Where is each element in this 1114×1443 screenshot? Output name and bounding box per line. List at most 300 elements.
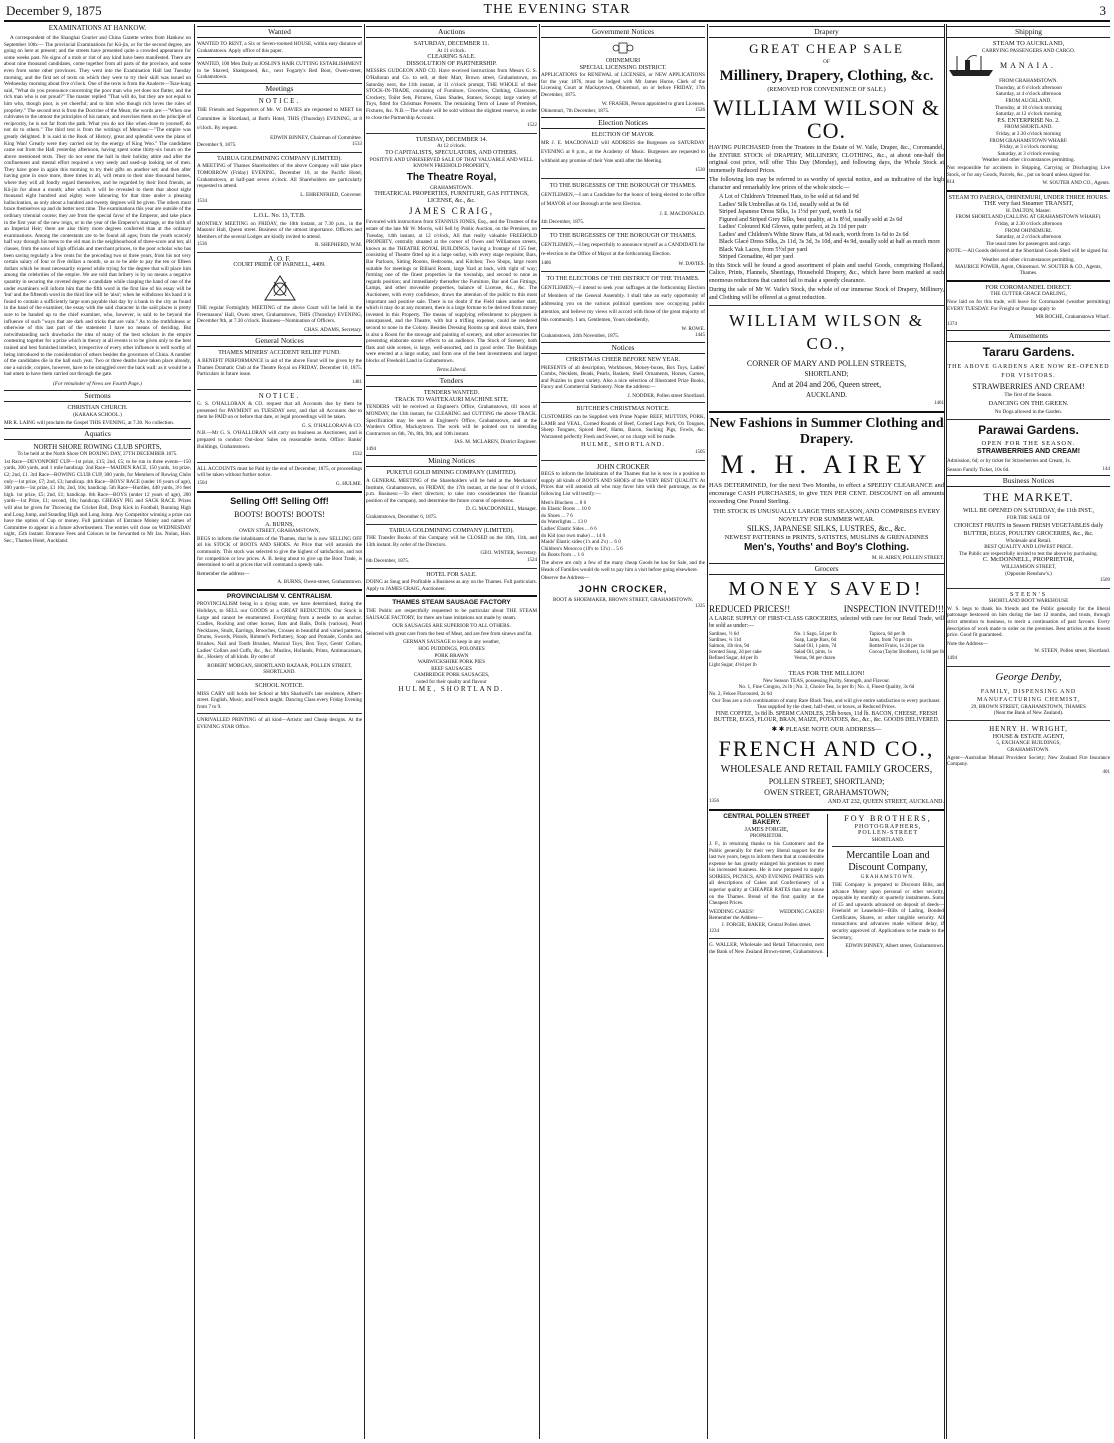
ad-body: Now laid on for this trade, will leave for Coromandel (weather permitting) EVERY TUESDAY. For Freight or Passage apply to xyxy=(947,299,1110,312)
price-list xyxy=(541,500,705,559)
ad-headline: WILLIAM WILSON & CO. xyxy=(713,95,940,144)
ad-title: DISSOLUTION OF PARTNERSHIP. xyxy=(406,60,497,67)
list-item: Striped Japanese Dress Silks, 1s 1½d per yard, worth 1s 6d xyxy=(719,209,861,216)
ad-subtitle: PHOTOGRAPHERS, xyxy=(854,823,922,830)
ad-address: And at 204 and 206, Queen street, xyxy=(771,380,882,390)
ad-title: L.O.L. No. 13, T.T.B. xyxy=(253,212,306,219)
ad-headline: MONEY SAVED! xyxy=(728,578,925,601)
ad-address: AUCKLAND. xyxy=(805,391,848,400)
ad-body: Agent—Australian Mutual Provident Society; New Zealand Fire Insurance Company. xyxy=(947,754,1110,768)
ad-body: No. 1, Fine Congou, 2s lb | No. 3, Choice Tea, 3s per lb | No. 4, Finest Quality, 3s 6d xyxy=(738,684,915,691)
ad-number: 1505 xyxy=(695,450,705,456)
ad-signature: L. EHRENFRIED, Convener. xyxy=(300,191,362,198)
ad-number: 1494 xyxy=(947,656,957,662)
ad-number: 1534 xyxy=(197,199,207,205)
list-item: do Elastic Boots ... 10 0 xyxy=(541,506,591,513)
schedule-list xyxy=(947,124,1110,157)
ad-body: During the sale of Mr W. Vaile's Stock, the whole of our immense Stock of Drapery, Millinery, and Clothing will be offered at a great reduction. xyxy=(709,287,944,301)
ad-body: MISS CARY still holds her School at Mrs Shadwell's late residence, Albert-street. English, Music, and French taught. Dancing Class every Friday Evening from 7 to 9. xyxy=(197,690,362,710)
ad-title: STEAM TO PAEROA, OHINEMURI, UNDER THREE HOURS. xyxy=(948,194,1109,201)
column-news xyxy=(4,24,191,1439)
ad-signature: W. SOUTER AND CO., Agents. xyxy=(1042,180,1110,187)
ad-address: (Near the Bank of New Zealand). xyxy=(993,710,1064,717)
list-item: Vestas, 9d per dozen xyxy=(794,656,836,662)
list-item: Salad Oil, 1 pints, 7d xyxy=(794,643,837,649)
section-heading-drapery: Drapery xyxy=(709,26,944,38)
ad-body: CUSTOMERS can be Supplied with Prime Napier BEEF, MUTTON, PORK, LAMB and VEAL, Corned Rounds of Beef, Corned Legs Pork, Ox Tongues, Sheep Tongues, Spiced Beef, Hams, Bacon, Sucking Pigs, Fowls, &c. Warranted perfectly Fresh and Sweet, or no charge will be made. xyxy=(541,414,705,440)
list-item: FROM AUCKLAND. xyxy=(1005,97,1052,104)
ad-address: OWEN STREET, GRAHAMSTOWN; xyxy=(764,787,889,797)
ad-body: MESSRS GUDGEON AND CO. Have received instructions from Messrs G. S. O'Halloran and Co. to sell, at their Mart, Brown street, Grahamstown, on Saturday next, the 11th instant, at 11 o'clock prompt, THE WHOLE of their STOCK-IN-TRADE, consisting of Furniture, Groceries, Clothing, Glassware, Crockery, Toilet Sets, Pictures, Glass Shades, Statues, Scoops; large variety of Toys, fitted for Christmas Presents. The remaining Term of Lease of Premises, Fixtures, &c. N.B.—The whole will be sold without the slightest reserve, in order to close the Partnership Account. xyxy=(366,68,537,121)
ad-number: 1530 xyxy=(695,168,705,174)
divider xyxy=(709,305,944,306)
ad-note: noted for their quality and flavour xyxy=(416,678,487,685)
ad-subtitle: (REMOVED FOR CONVENIENCE OF SALE.) xyxy=(767,86,886,93)
ad-signature: W. FRASER, Person appointed to grant Licenses. xyxy=(601,100,705,107)
ad-body: HAS DETERMINED, for the next Two Months, to effect a SPEEDY CLEARANCE and encourage CASH PURCHASES, to give TEN PER CENT. DISCOUNT on all amounts exceeding One Pound Sterling. xyxy=(709,481,944,505)
ad-date: Ohinemuri, 7th December, 1875. xyxy=(541,108,610,115)
section-heading-tenders: Tenders xyxy=(366,375,537,387)
ad-body: THE Public are respectfully requested to be particular about THE STEAM SAUSAGE FACTORY, for there are base imitations not made by steam. xyxy=(366,607,537,621)
ad-body: BEGS to inform the Inhabitants of the Thames that he is now in a position to supply all kinds of BOOTS AND SHOES of the VERY BEST QUALITY. At Prices that will astonish all who may favor him with their patronage, as the following List will testify:— xyxy=(541,471,705,497)
ad-number: 814 xyxy=(947,180,955,186)
column-rule xyxy=(364,24,365,1439)
list-item: Sardines, ¼ 11d xyxy=(709,637,742,643)
list-item: Cocoa (Taylor Brothers), 1s 8d per lb xyxy=(869,650,944,656)
section-heading-aquatics: Aquatics xyxy=(4,428,191,440)
ad-body: DOING as Snug and Profitable a Business as any on the Thames. Full particulars. Apply to JAMES CRAIG, Auctioneer. xyxy=(366,579,537,592)
ad-number: 1356 xyxy=(709,798,719,804)
ad-body: APPLICATIONS for RENEWAL of LICENSES, or NEW APPLICATIONS for the year 1876, must be lodged with Mr James Horne, Clerk of the Licensing Court at Mackaytown, Ohinemuri, on or before FRIDAY, 17th December, 1875. xyxy=(541,72,705,98)
ad-number: 1461 xyxy=(934,401,944,407)
column-drapery-grocers xyxy=(709,24,944,1439)
column-auctions xyxy=(366,24,537,1439)
ad-title: PUKETUI GOLD MINING COMPANY (LIMITED). xyxy=(386,470,517,477)
ad-body: GENTLEMEN,—I intend to seek your suffrages at the forthcoming Election of Members of the General Assembly. I shall take an early opportunity of addressing you on the various political questions now occupying public attention, and believe my views will accord with those of the great majority of this community. I am, Gentlemen, Yours obediently, xyxy=(541,284,705,323)
ad-title: PROVINCIALISM V. CENTRALISM. xyxy=(226,592,333,600)
list-item: do Kid (our own make) ... 14 0 xyxy=(541,532,606,539)
ad-number: 1481 xyxy=(352,379,362,385)
ad-headline: THE MARKET. xyxy=(983,490,1074,505)
list-item: CAMBRIDGE PORK SAUSAGES, xyxy=(413,672,490,679)
ship-name: MANAIA. xyxy=(1000,60,1056,70)
ad-title: TAIRUA GOLDMINING COMPANY (LIMITED). xyxy=(217,155,342,162)
list-item: Sardines, ½ 6d xyxy=(709,631,739,637)
list-item: Bottled Fruits, 1s 2d per tin xyxy=(869,643,925,649)
list-item: Ladies' and Children's White Straw Hats, at 9d each, worth from 1s 6d to 2s 6d xyxy=(719,231,909,238)
list-item: Maids' Elastic sides (1's and 2's) ... 6 0 xyxy=(541,539,621,546)
ad-body: Friday, at 2.30 o'clock afternoon xyxy=(994,221,1063,228)
list-item: Saturday, at 4 o'clock afternoon xyxy=(995,91,1062,98)
ad-body: UNRIVALLED PRINTING of all kind—Artistic and Cheap designs. At the EVENING STAR Office. xyxy=(197,717,362,730)
section-heading-auctions: Auctions xyxy=(366,26,537,38)
ad-number: 1445 xyxy=(695,333,705,339)
section-heading-meetings: Meetings xyxy=(197,83,362,95)
list-item: Children's Morocco (10's to 13's) ... 5 6 xyxy=(541,545,623,552)
divider xyxy=(366,524,537,525)
ad-body: The first of the Season. xyxy=(1004,392,1053,399)
newspaper-title: THE EVENING STAR xyxy=(483,2,631,17)
ad-address: GRAHAMSTOWN. xyxy=(1007,747,1050,753)
ad-body: STRAWBERRIES AND CREAM! xyxy=(972,382,1085,392)
ad-address: AND AT 232, QUEEN STREET, AUCKLAND. xyxy=(827,798,944,805)
divider xyxy=(947,720,1110,721)
section-heading-business: Business Notices xyxy=(947,475,1110,487)
section-heading-notices: Notices xyxy=(541,342,705,354)
ad-body: WANTED TO RENT, a Six or Seven-roomed HOUSE, within easy distance of Grahamstown. Apply office of this paper. xyxy=(197,41,362,54)
ad-headline: GREAT CHEAP SALE xyxy=(749,41,904,56)
ad-title: STEEN'S xyxy=(1009,591,1048,598)
steamship-icon xyxy=(947,54,997,78)
ad-number: 1325 xyxy=(695,604,705,610)
ad-subtitle: POSITIVE AND UNRESERVED SALE OF THAT VALUABLE AND WELL KNOWN FREEHOLD PROPERTY, xyxy=(369,156,534,170)
ad-body: OPEN FOR THE SEASON. xyxy=(981,439,1076,447)
ad-date: December 9, 1875. xyxy=(197,142,237,149)
ship-name: P.S. ENTERPRISE No. 2. xyxy=(997,117,1060,124)
asterisk-icon: ✱ ✱ xyxy=(771,725,786,733)
ad-number: 401 xyxy=(1102,769,1110,775)
ad-title: NORTH SHORE ROWING CLUB SPORTS, xyxy=(33,443,162,452)
ad-body: WILL BE OPENED ON SATURDAY, the 11th INST., xyxy=(962,508,1095,515)
section-heading-sermons: Sermons xyxy=(4,390,191,402)
ad-body: New Season TEAS, possessing Purity, Strength, and Flavour. xyxy=(762,677,891,684)
ad-address: 29, BROWN STREET, GRAHAMSTOWN, THAMES xyxy=(971,703,1086,710)
product-list xyxy=(366,639,537,679)
ad-headline: Parawai Gardens. xyxy=(978,422,1079,437)
list-item: GERMAN SAUSAGE to keep in any weather, xyxy=(402,639,501,646)
ad-body: Our Teas are a rich combination of many Rare Black Teas, and will give entire satisfaction to every purchaser. xyxy=(712,697,941,704)
divider xyxy=(832,846,944,847)
ad-subtitle: THEATRICAL PROPERTIES, FURNITURE, GAS FITTINGS, LICENSE, &c., &c. xyxy=(374,191,529,204)
ad-number: 1524 xyxy=(527,558,537,563)
ad-subtitle: A. BURNS, xyxy=(265,521,294,528)
ad-number: 1504 xyxy=(197,480,207,486)
list-item: No. 1 Sago, 5d per lb xyxy=(794,631,837,637)
list-item: do Boots from ... 1 6 xyxy=(541,552,584,559)
ad-signature: W. DAVIES. xyxy=(678,261,705,268)
ad-subtitle: WHOLESALE AND RETAIL FAMILY GROCERS, xyxy=(720,763,933,775)
ad-subtitle: SHORTLAND. xyxy=(871,836,905,843)
list-item: Scented Soap, 2d per cake xyxy=(709,650,762,656)
news-headline: EXAMINATIONS AT HANKOW. xyxy=(48,24,147,32)
ad-signature: G. HULME. xyxy=(335,480,362,487)
ad-note-text: PLEASE NOTE OUR ADDRESS— xyxy=(785,725,882,733)
ad-note xyxy=(709,727,944,734)
ad-signature: HULME, SHORTLAND. xyxy=(581,441,665,449)
ad-signature: EDWIN BINNEY, Chairman of Committee. xyxy=(270,134,362,141)
price-grid xyxy=(709,632,944,669)
ad-subtitle: REDUCED PRICES!! xyxy=(709,604,791,615)
ad-body: WANTED, 100 Men Daily at JOSLIN'S HAIR CUTTING ESTABLISHMENT to be Shaved, Shampooed, &c., next Fogarty's Red Boot, Owen-street, Grahamstown. xyxy=(197,61,362,81)
ad-body: Saturday, at 2 o'clock afternoon xyxy=(995,234,1062,241)
ad-body: FROM OHINEMURI. xyxy=(1005,227,1052,234)
ad-title: TO THE BURGESSES OF THE BOROUGH OF THAMES. xyxy=(549,182,697,189)
ad-number: 1522 xyxy=(527,123,537,129)
ad-title: Selling Off! Selling Off! xyxy=(230,495,329,506)
ad-subtitle: POLLEN-STREET xyxy=(858,830,918,837)
ad-body: G. WALLER, Wholesale and Retail Tobacconist, next the Bank of New Zealand Brown-street, Grahamstown. xyxy=(709,942,824,955)
schedule-list xyxy=(947,78,1110,118)
list-item: Ladies' Elastic Sides ... 6 6 xyxy=(541,525,597,532)
ad-title: TENDERS WANTED. xyxy=(423,390,480,397)
ad-number: 1486 xyxy=(541,261,551,267)
ad-headline: FRENCH AND CO., xyxy=(718,735,935,761)
section-heading-government: Government Notices xyxy=(541,26,705,38)
divider xyxy=(947,190,1110,192)
ad-note: Weather and other circumstances permitting. xyxy=(982,257,1075,264)
ad-body: Selected with great care from the best of Meat, and are free from sinews and fat. xyxy=(366,630,533,637)
divider xyxy=(947,588,1110,589)
ad-title: TEAS FOR THE MILLION! xyxy=(788,669,865,677)
ad-title: ELECTION OF MAYOR. xyxy=(591,131,655,138)
ad-body: STRAWBERRIES AND CREAM! xyxy=(976,448,1081,456)
ad-signature: MAURICE POWER, Agent, Ohinemuri. W. SOUTER & CO., Agents, Thames. xyxy=(955,263,1102,277)
ad-subtitle: OF xyxy=(823,59,830,65)
ad-subtitle: OWEN STREET, GRAHAMSTOWN, xyxy=(239,528,320,535)
divider xyxy=(541,271,705,272)
ad-body: The Public are respectfully invited to test the above by purchasing. xyxy=(959,550,1098,557)
list-item: do Waterlights ... 13 0 xyxy=(541,519,587,526)
ad-headline: George Denby, xyxy=(995,670,1062,683)
column-notices xyxy=(197,24,362,1439)
ad-body: Men's, Youths' and Boy's Clothing. xyxy=(743,541,910,553)
ad-subtitle: PROPRIETOR. xyxy=(750,833,783,840)
ad-signature: J. FORGIE, BAKER, Central Pollen street. xyxy=(721,922,812,929)
list-item: FROM SHORTLAND. xyxy=(1004,124,1053,131)
ad-note: WEDDING CAKES! xyxy=(709,908,754,915)
ad-number: 1374 xyxy=(947,321,957,327)
ad-title: TO THE ELECTORS OF THE DISTRICT OF THE THAMES. xyxy=(546,275,700,282)
section-heading-shipping: Shipping xyxy=(947,26,1110,38)
ad-body: G. S. O'HALLORAN & CO. request that all Accounts due by them be presented for PAYMENT on TUESDAY next, and that all Accounts due to them be PAID on or before that date, or legal proceedings will be taken. xyxy=(197,401,362,421)
ad-body: A BENEFIT PERFORMANCE in aid of the above Fund will be given by the Thames Dramatic Club at the Theatre Royal on FRIDAY, December 10, 1875. Particulars in future issue. xyxy=(197,358,362,378)
ad-title: FOR COROMANDEL DIRECT. xyxy=(985,283,1072,291)
ad-body: Not responsible for accidents in Shipping, Carrying or Discharging Live Stock, or for any Goods, Parcels, &c., put on board unless signed for. xyxy=(947,164,1110,178)
ad-body: MR J. E. MACDONALD will ADDRESS the Burgesses on SATURDAY EVENING at 8 p.m., at the Academy of Music. Burgesses are requested to withhold any promise of their Vote until after the Meeting. xyxy=(541,140,705,165)
section-heading-wanted: Wanted xyxy=(197,26,362,38)
ad-body: SILKS, JAPANESE SILKS, LUSTRES, &c., &c. xyxy=(746,523,907,533)
masthead-rule xyxy=(4,20,1110,22)
ad-note: Observe the Address— xyxy=(541,575,590,582)
list-item: Ladies' Coloured Kid Gloves, quite perfect, at 2s 11d per pair xyxy=(719,224,867,231)
list-item: Saturday, at 12 o'clock morning xyxy=(995,111,1062,118)
ad-date: Grahamstown, 24th November, 1875. xyxy=(541,333,620,340)
ad-body: BEST QUALITY AND LOWEST PRICE. xyxy=(984,544,1073,551)
ad-body: N.B.—Mr G. S. O'HALLORAN will carry on business as Auctioneer, and is prepared to conduct Out-door Sales on reasonable terms. Office: Banks' Buildings, Grahamstown. xyxy=(197,430,362,450)
divider xyxy=(366,568,537,569)
ad-title: A. O. F. xyxy=(268,254,291,263)
ad-signature: HULME, SHORTLAND. xyxy=(398,684,505,693)
ad-signature: G. S. O'HALLORAN & CO. xyxy=(301,422,362,429)
ad-title: The Theatre Royal, xyxy=(406,171,497,183)
ad-body: The usual rates for passengers and cargo. xyxy=(985,240,1072,247)
foresters-crest-icon xyxy=(260,272,300,302)
ad-body: HAVING PURCHASED from the Trustees in the Estate of W. Vaile, Draper, &c., Coromandel, the ENTIRE STOCK of DRAPERY, MILLINERY, CLOTHING, &c., at about one-half the original cost price, will offer This Day (Monday), and following days, the Whole Stock at immensely Reduced Prices. xyxy=(709,145,944,174)
divider xyxy=(947,666,1110,667)
issue-date: December 9, 1875 xyxy=(6,3,102,18)
ad-note: Remember the Address— xyxy=(709,915,763,922)
ad-subtitle: To be held at the North Shore ON BOXING DAY, 27TH DECEMBER 1875. xyxy=(17,451,178,458)
ad-title: SPECIAL LICENSING DISTRICT. xyxy=(579,64,667,71)
ad-subtitle: H. DALTON, Master. xyxy=(1005,207,1052,214)
ad-body: TENDERS will be received at Engineer's Office, Grahamstown, till noon of MONDAY, the 13th instant, for CLEARING and CUTTING the above TRACK. Specification may be seen at Engineer's Office, Grahamstown, and at the Warden's Office, Mackaytown. The work will be pointed out to intending Contractors on 6th, 7th, 8th, 9th, and 10th instant. xyxy=(366,404,537,437)
ad-address: (Opposite Renshaw's.) xyxy=(1005,570,1052,577)
ad-body: THE STOCK IS UNUSUALLY LARGE THIS SEASON, AND COMPRISES EVERY NOVELTY FOR SUMMER WEAR. xyxy=(712,507,941,523)
divider xyxy=(197,462,362,463)
section-heading-election: Election Notices xyxy=(541,117,705,129)
divider xyxy=(541,402,705,403)
ad-title: JOHN CROCKER xyxy=(596,462,650,471)
ad-signature: R. SHEPHERD, W.M. xyxy=(315,242,362,249)
news-continuation: (For remainder of News see Fourth Page.) xyxy=(53,380,142,387)
list-item: PORK BRAWN xyxy=(434,652,469,659)
ad-body: CHOICEST FRUITS in Season FRESH VEGETABLES daily BUTTER, EGGS, POULTRY GROCERIES, &c., &c. xyxy=(953,522,1104,537)
list-item: Ladies' Silk Umbrellas at 6s 11d, usually sold at 9s 6d xyxy=(719,201,849,208)
ad-body: A GENERAL MEETING of the Shareholders will be held at the Mechanics' Institute, Grahamstown, on FRIDAY, the 17th instant, at the hour of 8 o'clock, p.m. Business:—To elect directors; to take into consideration the financial position of the company, and determine the future course of operations. xyxy=(366,478,537,504)
ad-title: TAIRUA GOLDMINING COMPANY (LIMITED). xyxy=(389,527,514,534)
ad-date: 6th December, 1875. xyxy=(366,558,410,564)
ad-signature: W. ROWE. xyxy=(681,325,705,332)
ad-body: A LARGE SUPPLY OF FIRST-CLASS GROCERIES, selected with care for our Retail Trade, will be sold as under:— xyxy=(709,616,944,629)
ad-subtitle: SHORTLAND BOOT WAREHOUSE xyxy=(988,598,1069,605)
ad-body: GENTLEMEN,—I am a Candidate for the honor of being elected to the office of MAYOR of our Borough at the next Election. xyxy=(541,191,705,207)
ad-note: Terms Liberal. xyxy=(436,366,467,373)
ad-address: SHORTLAND; xyxy=(804,370,849,379)
ad-body: Favoured with instructions from STANNUS JONES, Esq., and the Trustees of the estate of the late Mr W. Morris, will Sell by Public Auction, on the Premises, on Tuesday, 14th instant, at 12 o'clock, All that really valuable FREEHOLD PROPERTY, centrally situated at the corner of Owen and Williamson streets, known as the THEATRE ROYAL BUILDINGS, having a frontage of 155 feet, consisting of Theatre fitted up in a large outlay, with every stage requisite; Bars, Bar Parlours, Sitting Rooms, Bedrooms, and Kitchen; Two Shops, large room suitable for meetings or Billiard Room, large Yard at back, with right of way; forming one of the finest properties in the township, and second to none as regards position; and immediately thereafter the Furniture, Bar and Gas Fittings, Lamps, and other moveable properties, balance of License, &c., &c. The Auctioneer, with every confidence, draws the attention of the public to this most important and positive sale. There is no doubt if the Field takes another start, which it may do at any moment, there is a large fortune to be derived from money invested in this Property. The means of supplying refreshment to playgoers is unsurpassed, and the Theatre, with but a trifling expense, could be rendered second to none in the Colony. Besides Dressing Rooms up and down stairs, there is also a Room for the stowage and painting of scenery, and other accessories for presenting elaborate scenic effects to an audience. The Stock of Scenery, both flats and side scenes, is large, well-assorted, and in good order. The Buildings were erected at a large outlay, and form one of the best investments and largest blocks of Freehold Land in Grahamstown. xyxy=(366,219,537,364)
list-item: Friday, at 3 o'clock morning xyxy=(999,144,1058,151)
divider xyxy=(366,595,537,597)
list-item: Soap, Large Bars, 6d xyxy=(794,637,837,643)
list-item: Tapioca, 6d per lb xyxy=(869,631,906,637)
ad-note: Weather and other circumstances permitting. xyxy=(982,157,1075,164)
ad-body: MR R. LAING will proclaim the Gospel THIS EVENING, at 7.30. No collection. xyxy=(4,419,175,426)
ad-body: No Dogs allowed in the Garden. xyxy=(994,408,1063,415)
ad-number: 1234 xyxy=(709,928,719,934)
ad-title: STEAM TO AUCKLAND, xyxy=(992,40,1065,47)
ad-number: 1533 xyxy=(352,142,362,148)
list-item: Black Glacé Dress Silks, 2s 11d, 3s 3d, 3s 10d, and 4s 9d, usually sold at half as much more xyxy=(719,239,941,246)
ad-body: DANCING ON THE GREEN. xyxy=(988,399,1069,407)
ad-body: NOTE.—All Goods delivered at the Shortland Goods Shed will be signed for. xyxy=(947,248,1109,255)
list-item: FROM GRAHAMSTOWN WHARF. xyxy=(989,137,1068,144)
list-item: Black Yak Laces, from 5½d per yard xyxy=(719,246,808,253)
ad-note: WEDDING CAKES! xyxy=(779,908,824,915)
ad-signature: A. BURNS, Owen-street, Grahamstown. xyxy=(277,579,362,586)
ad-address: POLLEN STREET, SHORTLAND; xyxy=(768,776,885,786)
auctioneer-name: JAMES CRAIG, xyxy=(408,206,494,217)
divider xyxy=(709,411,944,413)
royal-arms-icon xyxy=(612,41,634,55)
ad-number: 1526 xyxy=(695,108,705,114)
ad-body: In this Stock will be found a good assortment of plain and useful Goods, comprising Holland, Calico, Prints, Flannels, Sheetings, Household Drapery, &c., which have been marked at such enormous reductions that cannot fail to make a speedy clearance. xyxy=(709,262,944,284)
ad-body: GENTLEMEN,—I beg respectfully to announce myself as a CANDIDATE for re-election to the Office of Mayor at the forthcoming Election. xyxy=(541,242,705,258)
auction-date: TUESDAY, DECEMBER 14. xyxy=(415,136,488,143)
ad-number: 1536 xyxy=(197,242,207,248)
ad-subtitle: JAMES FORGIE, xyxy=(744,826,789,833)
ad-body: The above are only a few of the many cheap Goods he has for Sale, and the Heads of Families would do well to pay him a visit before going elsewhere. xyxy=(541,559,705,573)
section-heading-general-notices: General Notices xyxy=(197,335,362,347)
ad-body: THE regular Fortnightly MEETING of the above Court will be held in the Freemasons' Hall, Owen street, Grahamstown, THIS (Thursday) EVENING, December 9th, at 7.30 o'clock. Business—Nomination of Officers. xyxy=(197,305,362,325)
ad-title: NOTICE. xyxy=(258,96,301,105)
ad-number: 144 xyxy=(1102,466,1110,472)
ad-body: Wholesale and Retail. xyxy=(1005,537,1052,544)
list-item: HOG PUDDINGS, POLONIES xyxy=(418,645,485,652)
ad-signature: CHAS. ADAMS, Secretary. xyxy=(303,326,362,333)
column-government-election xyxy=(541,24,705,1439)
ad-subtitle: OUR SAUSAGES ARE SUPERIOR TO ALL OTHERS. xyxy=(392,623,511,630)
ad-address: WILLIAMSON STREET, xyxy=(1001,563,1056,570)
ad-subtitle: (KARAKA SCHOOL.) xyxy=(73,412,122,419)
sale-lot-list xyxy=(709,194,944,262)
divider xyxy=(197,152,362,153)
ad-subtitle: GRAHAMSTOWN. xyxy=(860,874,916,881)
ad-title: OHINEMURI xyxy=(605,58,641,64)
ad-signature: M. H. AIREY, POLLEN STREET. xyxy=(871,554,944,561)
divider xyxy=(366,133,537,134)
ad-body: FAMILY, DISPENSING AND MANUFACTURING CHEMIST, xyxy=(976,688,1081,703)
ad-body: W. S. begs to thank his friends and the Public generally for the liberal patronage bestowed on him during the last 12 months, and trusts, through strict attention to business, to merit a continuation of past favours. Every description of work made to order on the premises. Best articles at the lowest price. Good fit guaranteed. xyxy=(947,605,1110,639)
masthead xyxy=(0,0,1114,22)
divider xyxy=(197,713,362,714)
list-item: Saturday, at 3 o'clock evening xyxy=(997,150,1060,157)
column-rule xyxy=(194,24,195,1439)
list-item: Jams, from 7d per tin xyxy=(869,637,912,643)
ad-body: ALL ACCOUNTS must be Paid by the end of December, 1875, or proceedings will be taken without further notice. xyxy=(197,465,362,479)
ad-body: PROVINCIALISM being in a dying state, we have determined, during the Holidays, to SELL our GOODS at a GREAT REDUCTION. Our Stock is Large and cannot be enumerated. Everything from a needle to an anchor. Cradles, Rocking and other horses, Bats and Balls, Dolls (various), Pearl Necklaces, Studs, Earrings, Brooches, Crosses in beautiful and varied patterns, Drums, Swords, Pistols, Rimmel's Perfumery, Soap and Pomade, Combs and Brushes, Nail and Tooth Brushes, Musical Toys, Box Toys, Gents' Collars, Ladies' Collars and Cuffs, &c., &c. Muslins, Hollands, Prints, Antimacassars, &c., Hosiery of all kinds. By order of xyxy=(197,601,362,661)
ad-title: TRACK TO WAITEKAURI MACHINE SITE. xyxy=(394,396,509,403)
divider xyxy=(541,460,705,461)
ad-date: 4th December, 1875. xyxy=(541,218,585,225)
list-item: FROM GRAHAMSTOWN. xyxy=(999,78,1058,85)
divider xyxy=(197,252,362,253)
divider xyxy=(709,809,944,811)
ad-date: Grahamstown, December 6, 1875. xyxy=(366,514,438,521)
divider xyxy=(947,419,1110,420)
divider xyxy=(197,679,362,680)
list-item: Salad Oil, pints, 1s xyxy=(794,650,833,656)
ad-body: Admission, 6d; or by ticket for Strawberries and Cream, 1s. xyxy=(947,458,1071,465)
ad-title: BOOTS! BOOTS! BOOTS! xyxy=(234,509,325,519)
list-item: do Shoes ... 7 6 xyxy=(541,512,573,519)
ad-body: 1st Race—DEVONPORT CUP—1st prize, £15; 2nd, £5; to be run in three events—150 yards, 300 yards, and 1 mile handicap. 2nd Race—MAIDEN RACE, 150 yards, 1st prize, £2; 2nd, £1. 3rd Race—ROWING CLUB CUP, 300 yards, for Members of Rowing Clubs only—1st prize, £7; 2nd, £3; handicap. 4th Race—BOYS' RACE (under 16 years of age), 300 yards—1st prize, £1 10s; 2nd, 10s; handicap. 5th Race—Hurdles, 440 yards, 3½ feet high. 1st prize, £5; 2nd, £1; handicap. 6th Race—BOYS (under 12 years of age), 200 yards—1st Prize, £1; second, 10s; handicap. GREASY PIG and SACK RACE. Prizes will also be given for Throwing the Cricket Ball, Drop Kick in Football, Running High and Long Jump, and Standing High and Long Jump. Any Competitor winning a prize can have the option of Cup or money. Full particulars of Entrance Money and names of Committee to appear in a future advertisement. The entries will close on WEDNESDAY night, 15th instant. Entrance Fees and Colours to be forwarded to Mr Jas. Nolan, Hon. Sec., Thames Hotel, Auckland. xyxy=(4,458,191,544)
ad-headline: New Fashions in Summer Clothing and Drapery. xyxy=(709,415,944,447)
ad-headline: Tararu Gardens. xyxy=(982,345,1075,360)
divider xyxy=(197,57,362,58)
ad-title: TO CAPITALISTS, SPECULATORS, AND OTHERS. xyxy=(385,149,518,156)
list-item: Figured and Striped Grey Silks, best quality, at 1s 8½d, usually sold at 2s 6d xyxy=(719,216,903,223)
ad-address: CORNER OF MARY AND POLLEN STREETS, xyxy=(746,359,907,369)
column-rule xyxy=(707,24,708,1439)
ad-address: 5, EXCHANGE BUILDINGS, xyxy=(996,740,1061,747)
ad-signature: MR ROCHE, Grahamstown Wharf. xyxy=(1035,314,1110,321)
bakery-ad xyxy=(709,814,828,958)
ad-title: CHRISTIAN CHURCH. xyxy=(67,405,128,412)
ad-body: Season Family Ticket, 10s 6d. xyxy=(947,466,1010,473)
column-rule xyxy=(539,24,540,1439)
list-item: WARWICKSHIRE PORK PIES xyxy=(417,659,486,666)
ad-body: FINE COFFEE, 1s 8d lb. SPERM CANDLES, 25lb boxes, 11d lb. BACON, CHEESE, FRESH BUTTER, EGGS, FLOUR, BRAN, MAIZE, POTATOES, &c., &c., &c. GOODS DELIVERED. xyxy=(713,710,940,724)
divider xyxy=(541,178,705,179)
divider xyxy=(947,280,1110,282)
ad-subtitle: GRAHAMSTOWN. xyxy=(430,184,473,191)
page-number: 3 xyxy=(1099,3,1106,18)
ad-number: 1494 xyxy=(366,446,376,452)
ad-body: No. 2, Fekoe Flavoured, 2s 6d xyxy=(709,690,772,697)
ad-headline: M. H. AIREY xyxy=(720,449,933,479)
ad-title: HENRY H. WRIGHT, xyxy=(989,724,1068,733)
list-item: BEEF SAUSAGES xyxy=(431,665,472,672)
list-item: Thursday, at 6 o'clock afternoon xyxy=(995,84,1062,91)
